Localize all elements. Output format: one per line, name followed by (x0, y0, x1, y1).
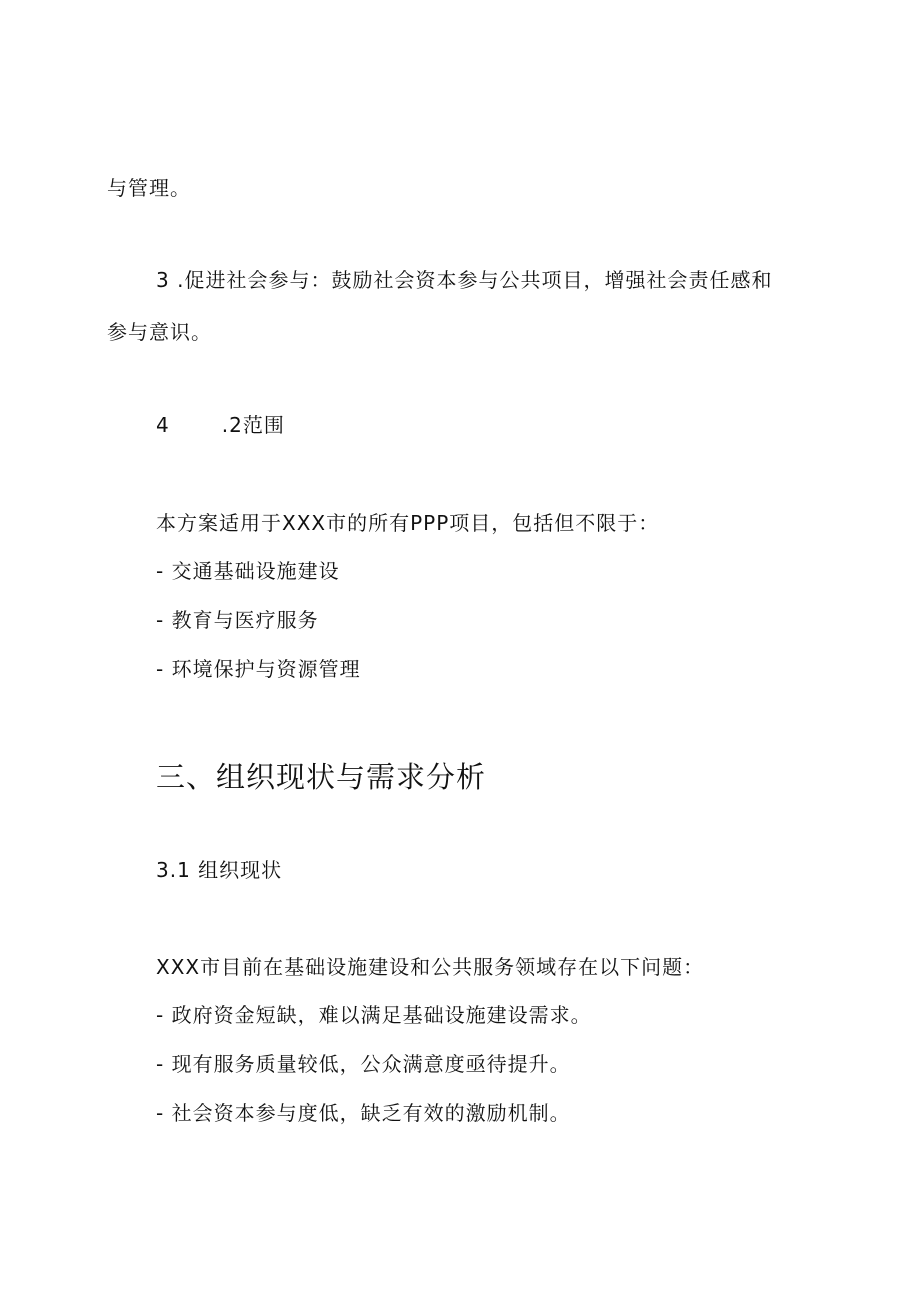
section-scope-heading (156, 413, 285, 437)
status-intro: XXX市目前在基础设施建设和公共服务领域存在以下问题： (156, 955, 705, 979)
scope-item: - 环境保护与资源管理 (156, 657, 361, 681)
objective-3-line-2: 参与意识。 (107, 320, 212, 344)
objective-3-number: 3 (156, 268, 170, 292)
chapter-heading: 三、组织现状与需求分析 (156, 760, 487, 794)
issue-item: - 社会资本参与度低，缺乏有效的激励机制。 (156, 1101, 571, 1125)
subsection-heading: 3.1 组织现状 (156, 858, 283, 882)
scope-item: - 交通基础设施建设 (156, 559, 340, 583)
issue-item: - 现有服务质量较低，公众满意度亟待提升。 (156, 1052, 571, 1076)
scope-intro: 本方案适用于XXX市的所有PPP项目，包括但不限于： (156, 511, 660, 535)
scope-item: - 教育与医疗服务 (156, 608, 319, 632)
objective-3-line-1 (156, 268, 772, 292)
continuation-line: 与管理。 (107, 176, 191, 200)
section-scope-label: .2范围 (221, 413, 285, 437)
objective-3-text: .促进社会参与：鼓励社会资本参与公共项目，增强社会责任感和 (177, 268, 773, 292)
issue-item: - 政府资金短缺，难以满足基础设施建设需求。 (156, 1003, 592, 1027)
section-scope-number: 4 (156, 413, 170, 437)
